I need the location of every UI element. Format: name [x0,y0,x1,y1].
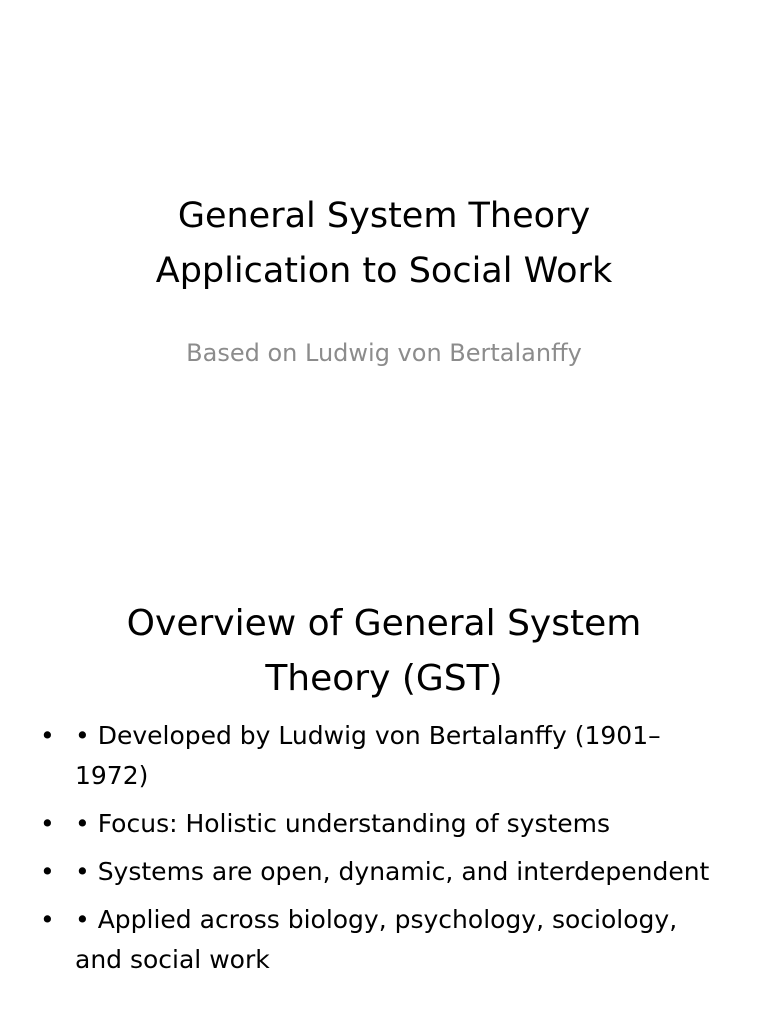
bullet-text: • Developed by Ludwig von Bertalanffy (1901–1972) [75,721,661,790]
bullet-list [40,716,730,988]
bullet-marker: • [40,857,55,886]
bullet-text: • Applied across biology, psychology, sociology, and social work [75,905,678,974]
bullet-text: • Focus: Holistic understanding of systems [75,809,611,838]
slide-subtitle: Based on Ludwig von Bertalanffy [186,339,582,367]
title-line-2: Theory (GST) [265,658,503,699]
slide-title [60,189,708,299]
bullet-marker: • [40,809,55,838]
overview-slide [0,540,768,1024]
list-item [40,804,730,844]
slide-title [60,596,708,706]
title-line-1: General System Theory [177,196,591,236]
title-line-2: Application to Social Work [155,251,613,291]
list-item [40,852,730,892]
bullet-marker: • [40,905,55,934]
list-item [40,900,730,980]
bullet-text: • Systems are open, dynamic, and interdependent [75,857,710,886]
bullet-marker: • [40,721,55,750]
list-item [40,716,730,796]
title-line-1: Overview of General System [126,603,642,644]
